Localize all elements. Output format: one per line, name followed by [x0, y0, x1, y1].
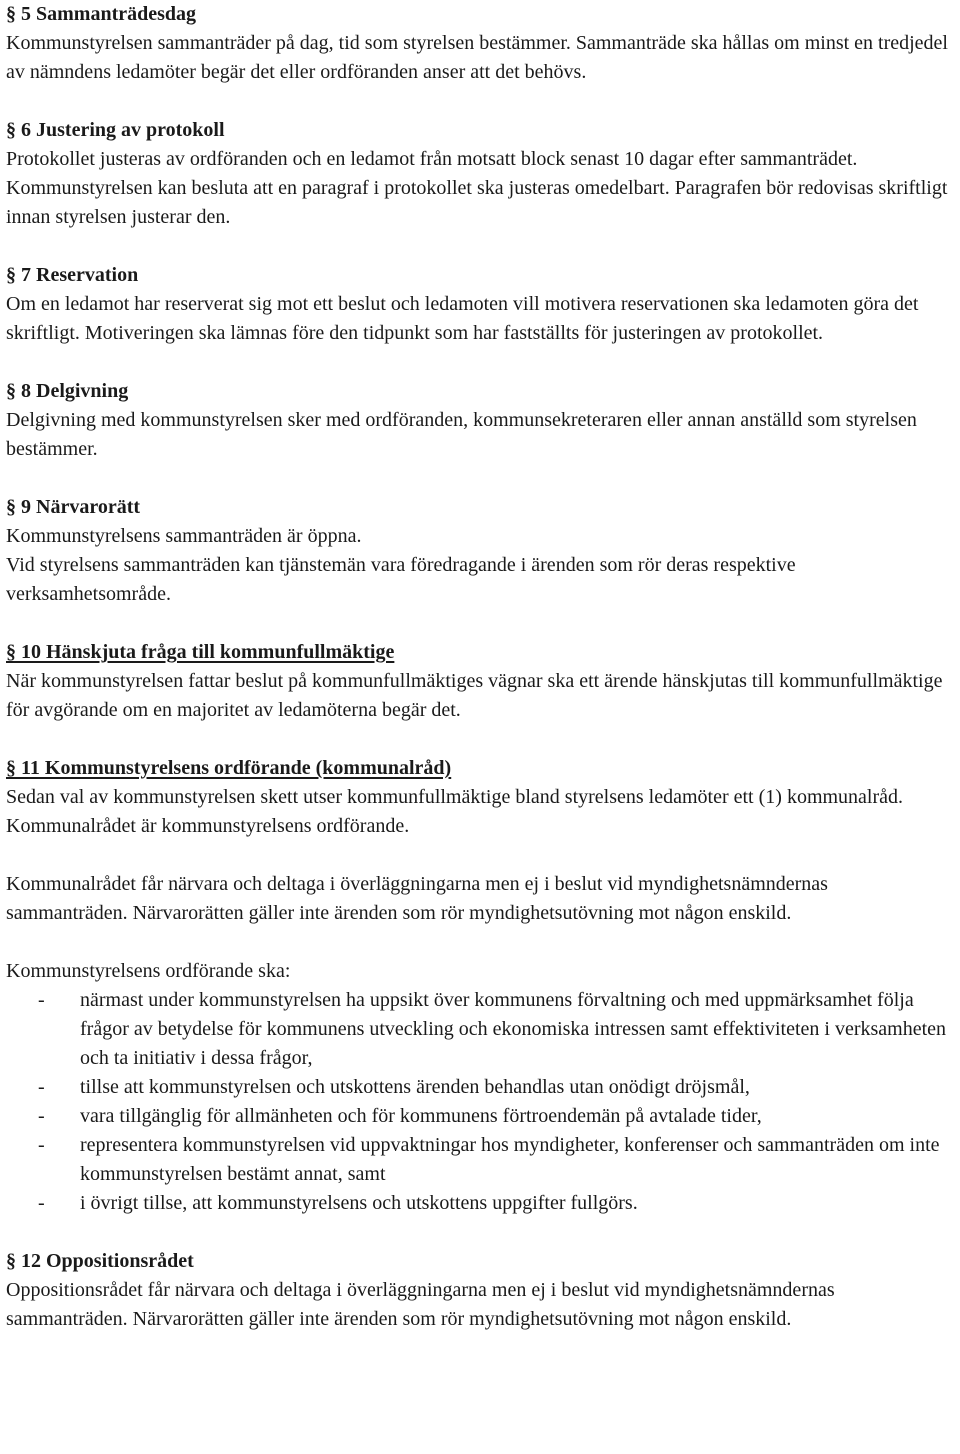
section-paragraph: Kommunalrådet får närvara och deltaga i överläggningarna men ej i beslut vid myndighetsnämndernas sammanträden. Närvarorätten gäller inte ärenden som rör myndighetsutövning mot någon enskild. [6, 873, 828, 924]
section-paragraph: Vid styrelsens sammanträden kan tjänstemän vara föredragande i ärenden som rör deras respektive verksamhetsområde. [6, 554, 796, 605]
section-heading: § 9 Närvarorätt [6, 496, 141, 518]
list-item-text: vara tillgänglig för allmänheten och för kommunens förtroendemän på avtalade tider, [80, 1105, 762, 1127]
list-item-text: i övrigt tillse, att kommunstyrelsens och utskottens uppgifter fullgörs. [80, 1192, 638, 1214]
section-heading: § 12 Oppositionsrådet [6, 1250, 194, 1272]
section-heading: § 5 Sammanträdesdag [6, 3, 197, 25]
list-item-text: representera kommunstyrelsen vid uppvaktningar hos myndigheter, konferenser och sammanträden om inte kommunstyrelsen bestämt annat, samt [80, 1134, 940, 1185]
section-heading: § 6 Justering av protokoll [6, 119, 225, 141]
list-dash: - [38, 1134, 45, 1156]
section-6 [6, 116, 954, 232]
list-item [6, 1131, 954, 1189]
list-dash: - [38, 1192, 45, 1214]
section-8 [6, 377, 954, 464]
section-paragraph: Protokollet justeras av ordföranden och en ledamot från motsatt block senast 10 dagar efter sammanträdet. Kommunstyrelsen kan besluta att en paragraf i protokollet ska justeras omedelbart. Paragrafen bör redovisas skriftligt innan styrelsen justerar den. [6, 148, 948, 228]
list-item-text: närmast under kommunstyrelsen ha uppsikt över kommunens förvaltning och med uppmärksamhet följa frågor av betydelse för kommunens utveckling och ekonomiska intressen samt effektiviteten i verksamheten och ta initiativ i dessa frågor, [80, 989, 947, 1069]
section-heading: § 7 Reservation [6, 264, 139, 286]
list-dash: - [38, 989, 45, 1011]
section-heading: § 8 Delgivning [6, 380, 129, 402]
list-item [6, 1189, 954, 1218]
duties-list [6, 986, 954, 1218]
section-paragraph: Delgivning med kommunstyrelsen sker med ordföranden, kommunsekreteraren eller annan anställd som styrelsen bestämmer. [6, 409, 917, 460]
section-12 [6, 1247, 954, 1334]
section-paragraph: Kommunstyrelsen sammanträder på dag, tid som styrelsen bestämmer. Sammanträde ska hållas om minst en tredjedel av nämndens ledamöter begär det eller ordföranden anser att det behövs. [6, 32, 948, 83]
section-5 [6, 0, 954, 87]
section-9 [6, 493, 954, 609]
section-paragraph: När kommunstyrelsen fattar beslut på kommunfullmäktiges vägnar ska ett ärende hänskjutas till kommunfullmäktige för avgörande om en majoritet av ledamöterna begär det. [6, 670, 943, 721]
list-item-text: tillse att kommunstyrelsen och utskottens ärenden behandlas utan onödigt dröjsmål, [80, 1076, 750, 1098]
section-10 [6, 638, 954, 725]
section-7 [6, 261, 954, 348]
section-heading: § 10 Hänskjuta fråga till kommunfullmäktige [6, 641, 395, 663]
section-paragraph: Sedan val av kommunstyrelsen skett utser kommunfullmäktige bland styrelsens ledamöter ett (1) kommunalråd. Kommunalrådet är kommunstyrelsens ordförande. [6, 786, 904, 837]
list-dash: - [38, 1105, 45, 1127]
list-item [6, 986, 954, 1073]
list-dash: - [38, 1076, 45, 1098]
section-heading: § 11 Kommunstyrelsens ordförande (kommunalråd) [6, 757, 452, 779]
section-paragraph: Om en ledamot har reserverat sig mot ett beslut och ledamoten vill motivera reservationen ska ledamoten göra det skriftligt. Motiveringen ska lämnas före den tidpunkt som har fastställts för justeringen av protokollet. [6, 293, 919, 344]
section-paragraph: Kommunstyrelsens ordförande ska: [6, 960, 291, 982]
section-paragraph: Oppositionsrådet får närvara och deltaga i överläggningarna men ej i beslut vid myndighetsnämndernas sammanträden. Närvarorätten gäller inte ärenden som rör myndighetsutövning mot någon enskild. [6, 1279, 835, 1330]
list-item [6, 1073, 954, 1102]
list-item [6, 1102, 954, 1131]
section-11 [6, 754, 954, 1218]
section-paragraph: Kommunstyrelsens sammanträden är öppna. [6, 525, 362, 547]
